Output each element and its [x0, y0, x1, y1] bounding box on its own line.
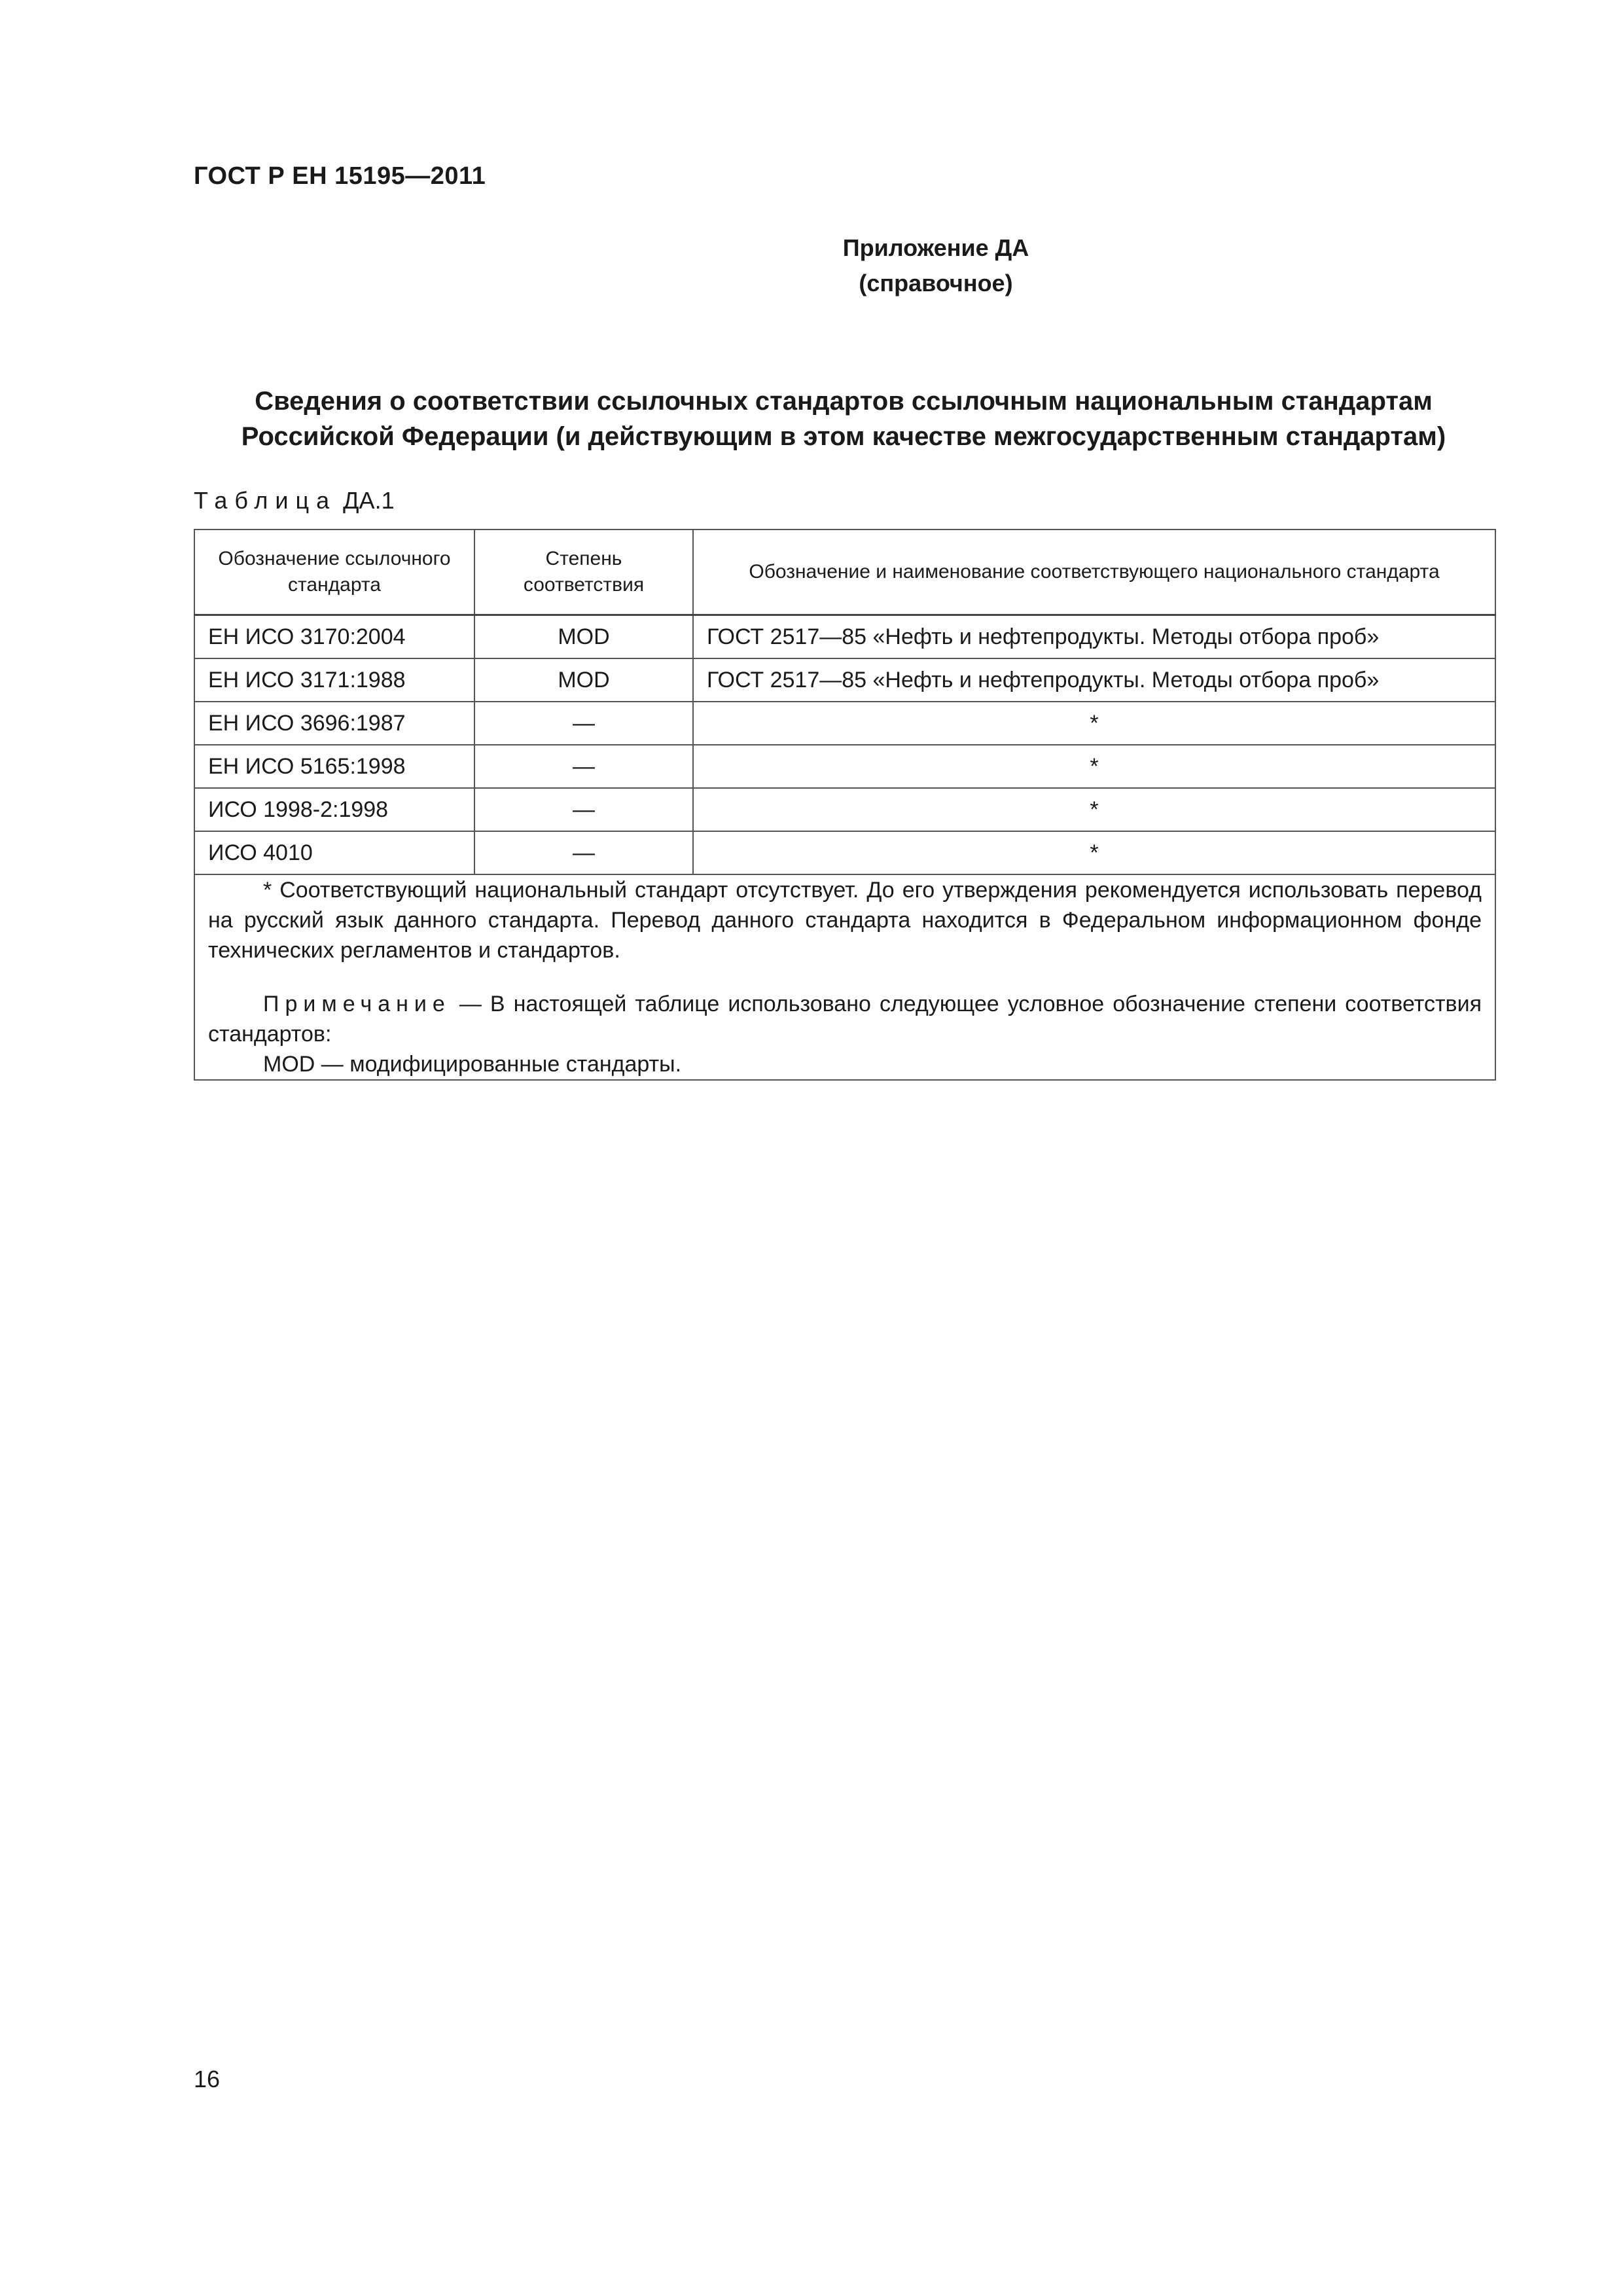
note-mod-definition: MOD — модифицированные стандарты. — [263, 1052, 682, 1077]
cell-national: * — [693, 788, 1495, 831]
cell-degree: MOD — [474, 658, 693, 702]
table-row — [194, 615, 1495, 659]
cell-degree: — — [474, 831, 693, 874]
header-degree: Степень соответствия — [474, 529, 693, 615]
table-note — [208, 989, 1482, 1049]
footnote-text: * Соответствующий национальный стандарт отсутствует. До его утверждения рекомендуется использовать перевод на русский язык данного стандарта. Перевод данного стандарта находится в Федеральном информационном фонде технических регламентов и стандартов. — [208, 878, 1482, 963]
cell-code: ЕН ИСО 3171:1988 — [194, 658, 474, 702]
cell-degree: — — [474, 702, 693, 745]
cell-code: ИСО 1998-2:1998 — [194, 788, 474, 831]
table-row — [194, 831, 1495, 874]
header-national-standard: Обозначение и наименование соответствующего национального стандарта — [693, 529, 1495, 615]
table-row — [194, 788, 1495, 831]
cell-code: ИСО 4010 — [194, 831, 474, 874]
table-caption-word: Таблица — [194, 487, 337, 514]
table-caption — [194, 487, 395, 514]
cell-code: ЕН ИСО 3696:1987 — [194, 702, 474, 745]
section-title-line-1: Сведения о соответствии ссылочных стандартов ссылочным национальным стандартам — [255, 387, 1433, 416]
section-title — [194, 384, 1493, 454]
table-footnote-row — [194, 874, 1495, 1080]
appendix-subtitle: (справочное) — [859, 270, 1013, 296]
appendix-heading — [0, 230, 1623, 301]
cell-national: * — [693, 831, 1495, 874]
header-reference-standard: Обозначение ссылочного стандарта — [194, 529, 474, 615]
table-row — [194, 702, 1495, 745]
cell-national: ГОСТ 2517—85 «Нефть и нефтепродукты. Методы отбора проб» — [693, 615, 1495, 659]
document-code: ГОСТ Р ЕН 15195—2011 — [194, 162, 486, 190]
section-title-line-2: Российской Федерации (и действующим в этом качестве межгосударственным стандартам) — [241, 422, 1446, 451]
appendix-title: Приложение ДА — [842, 234, 1029, 261]
note-text: — В настоящей таблице использовано следующее условное обозначение степени соответствия стандартов: — [208, 992, 1482, 1047]
cell-degree: — — [474, 745, 693, 788]
cell-national: * — [693, 702, 1495, 745]
table-row — [194, 658, 1495, 702]
table-footnote-cell — [194, 874, 1495, 1080]
page-number: 16 — [194, 2066, 221, 2092]
table-row — [194, 745, 1495, 788]
cell-code: ЕН ИСО 5165:1998 — [194, 745, 474, 788]
table-caption-number: ДА.1 — [343, 487, 395, 514]
cell-degree: MOD — [474, 615, 693, 659]
note-label: Примечание — [263, 992, 451, 1016]
reference-standards-table — [194, 529, 1496, 1081]
cell-national: ГОСТ 2517—85 «Нефть и нефтепродукты. Методы отбора проб» — [693, 658, 1495, 702]
cell-national: * — [693, 745, 1495, 788]
cell-code: ЕН ИСО 3170:2004 — [194, 615, 474, 659]
table-header-row — [194, 529, 1495, 615]
cell-degree: — — [474, 788, 693, 831]
